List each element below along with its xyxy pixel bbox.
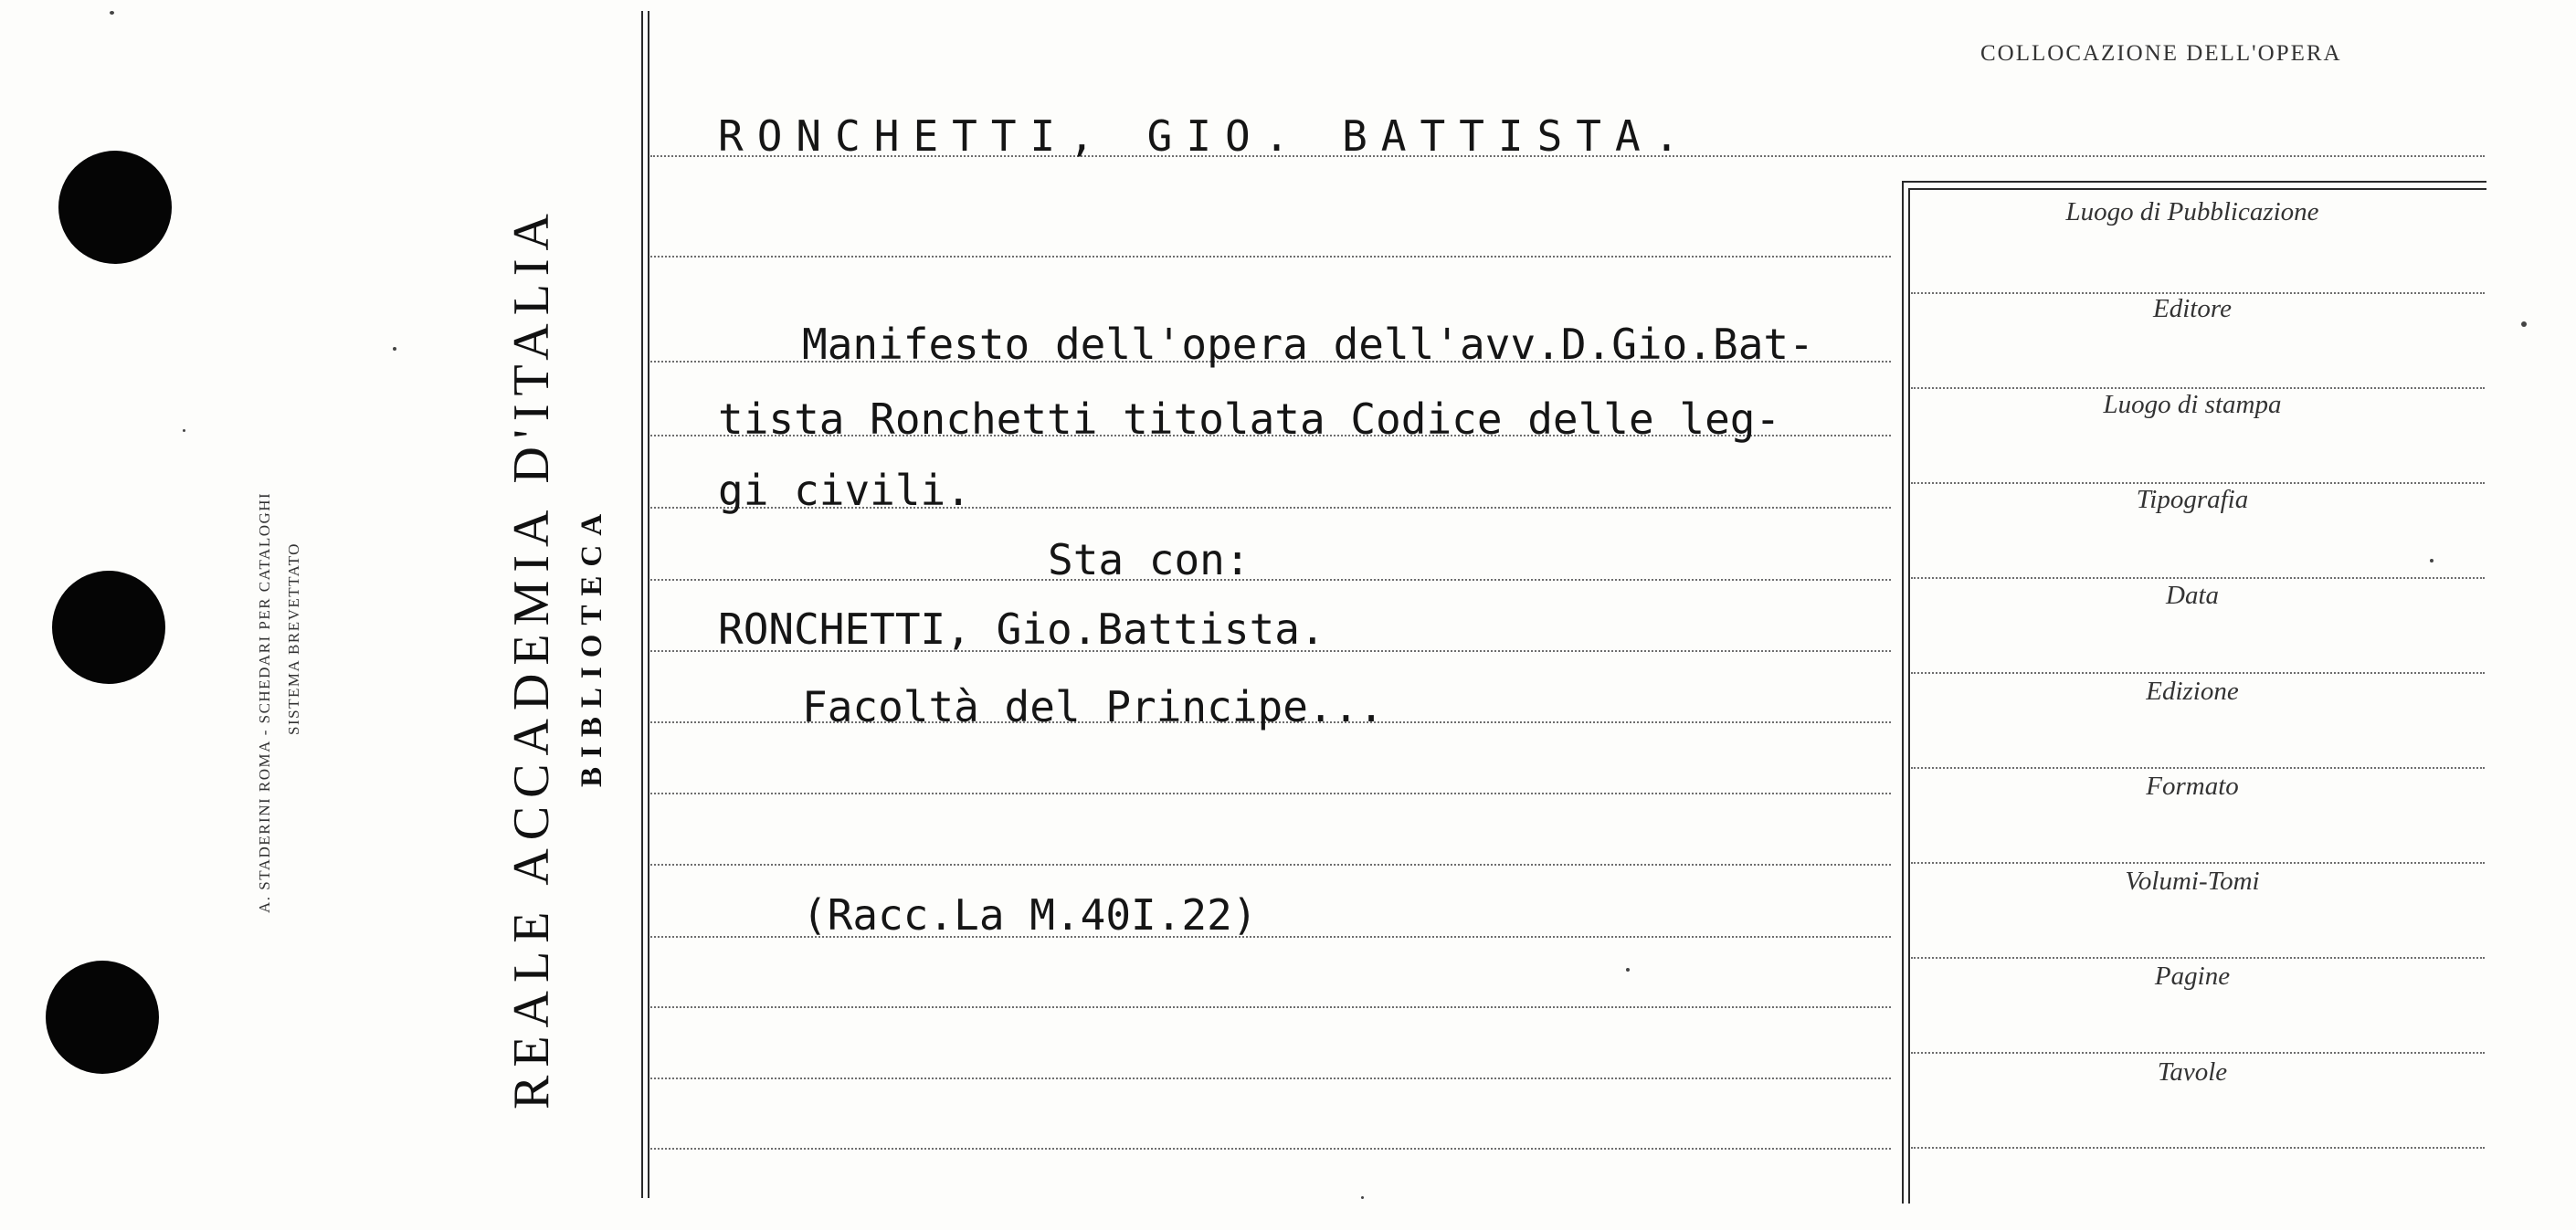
scan-speck bbox=[1626, 968, 1630, 972]
field-line-3 bbox=[1911, 482, 2485, 484]
field-line-10 bbox=[1911, 1147, 2485, 1149]
field-line-5 bbox=[1911, 672, 2485, 674]
punch-hole-middle bbox=[52, 571, 165, 684]
field-line-4 bbox=[1911, 577, 2485, 579]
punch-hole-bottom bbox=[46, 961, 159, 1074]
bound-with-author: RONCHETTI, Gio.Battista. bbox=[718, 604, 1325, 654]
field-column-rule-inner bbox=[1908, 188, 1910, 1204]
main-line-9 bbox=[650, 793, 1891, 794]
main-line-14 bbox=[650, 1148, 1891, 1150]
field-tipografia: Tipografia bbox=[2136, 485, 2249, 514]
field-column-top-rule bbox=[1902, 181, 2486, 183]
printer-imprint-line1: A. STADERINI ROMA - SCHEDARI PER CATALOGHI bbox=[256, 491, 273, 913]
field-luogo-pubblicazione: Luogo di Pubblicazione bbox=[2065, 197, 2319, 226]
main-line-10 bbox=[650, 864, 1891, 866]
field-tavole: Tavole bbox=[2157, 1057, 2228, 1087]
scan-speck bbox=[110, 11, 114, 15]
field-line-6 bbox=[1911, 767, 2485, 769]
description-line-1: Manifesto dell'opera dell'avv.D.Gio.Bat- bbox=[802, 320, 1814, 369]
shelfmark: (Racc.La M.40I.22) bbox=[802, 890, 1258, 940]
collocation-label: COLLOCAZIONE DELL'OPERA bbox=[1980, 41, 2342, 66]
field-editore: Editore bbox=[2153, 294, 2232, 323]
institution-department: BIBLIOTECA bbox=[575, 504, 608, 787]
field-data: Data bbox=[2166, 581, 2219, 610]
bound-with-title: Facoltà del Principe... bbox=[802, 682, 1384, 731]
field-volumi-tomi: Volumi-Tomi bbox=[2125, 867, 2260, 896]
field-line-9 bbox=[1911, 1052, 2485, 1054]
institution-name: REALE ACCADEMIA D'ITALIA bbox=[503, 205, 560, 1109]
field-column-top-rule-inner bbox=[1908, 188, 2486, 190]
field-line-8 bbox=[1911, 957, 2485, 959]
scan-speck bbox=[183, 429, 185, 432]
field-column-rule-outer bbox=[1902, 181, 1904, 1204]
description-line-3: gi civili. bbox=[718, 466, 971, 515]
main-line-2 bbox=[650, 256, 1891, 258]
scan-speck bbox=[2521, 321, 2527, 327]
description-line-2: tista Ronchetti titolata Codice delle leg- bbox=[718, 394, 1781, 444]
scan-speck bbox=[393, 347, 396, 351]
field-pagine: Pagine bbox=[2154, 962, 2231, 991]
main-line-13 bbox=[650, 1078, 1891, 1079]
main-line-6 bbox=[650, 579, 1891, 581]
entry-heading: RONCHETTI, GIO. BATTISTA. bbox=[718, 111, 1694, 161]
main-line-12 bbox=[650, 1006, 1891, 1008]
field-edizione: Edizione bbox=[2146, 677, 2239, 706]
field-line-7 bbox=[1911, 862, 2485, 864]
field-formato: Formato bbox=[2146, 772, 2239, 801]
punch-hole-top bbox=[58, 151, 172, 264]
field-luogo-stampa: Luogo di stampa bbox=[2103, 390, 2282, 419]
field-line-2 bbox=[1911, 387, 2485, 389]
left-rule-outer bbox=[641, 11, 643, 1198]
printer-imprint-line2: SISTEMA BREVETTATO bbox=[285, 542, 302, 735]
bound-with-label: Sta con: bbox=[1048, 535, 1251, 584]
scan-speck bbox=[2430, 559, 2433, 562]
scan-speck bbox=[1361, 1196, 1364, 1199]
left-rule-inner bbox=[648, 11, 649, 1198]
